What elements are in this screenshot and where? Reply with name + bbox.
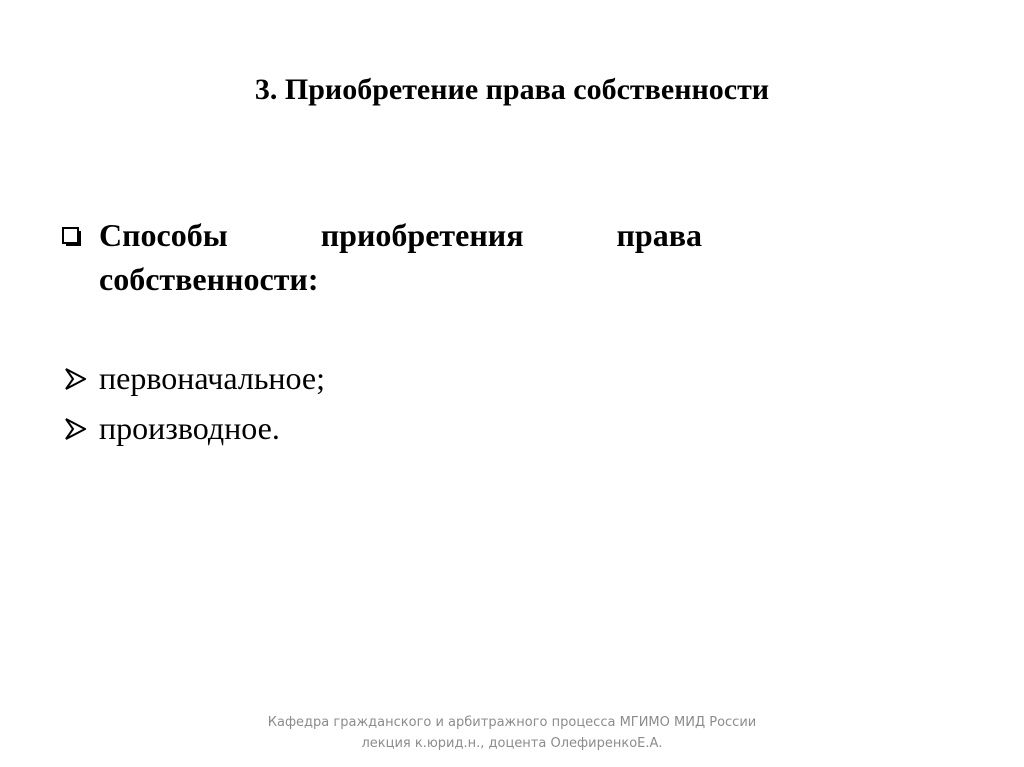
heading-word-3: права bbox=[616, 217, 702, 253]
bullet-list bbox=[62, 354, 662, 454]
arrow-bullet-icon bbox=[64, 418, 86, 440]
heading-text bbox=[99, 213, 702, 301]
bullet-label: первоначальное; bbox=[99, 360, 326, 396]
footer-line-2: лекция к.юрид.н., доцента ОлефиренкоЕ.А. bbox=[361, 736, 663, 751]
footer-line-1: Кафедра гражданского и арбитражного процесса МГИМО МИД России bbox=[267, 715, 757, 730]
heading-line-1 bbox=[99, 213, 702, 257]
heading-word-2: приобретения bbox=[320, 217, 524, 253]
heading-line-2: собственности: bbox=[99, 261, 319, 297]
list-item bbox=[62, 404, 662, 454]
heading-block bbox=[62, 213, 702, 301]
checkbox-square-icon bbox=[62, 227, 81, 246]
bullet-label: производное. bbox=[99, 410, 280, 446]
slide-title: 3. Приобретение права собственности bbox=[254, 73, 770, 106]
list-item bbox=[62, 354, 662, 404]
footer bbox=[0, 712, 1024, 754]
heading-word-1: Способы bbox=[99, 217, 228, 253]
arrow-bullet-icon bbox=[64, 368, 86, 390]
